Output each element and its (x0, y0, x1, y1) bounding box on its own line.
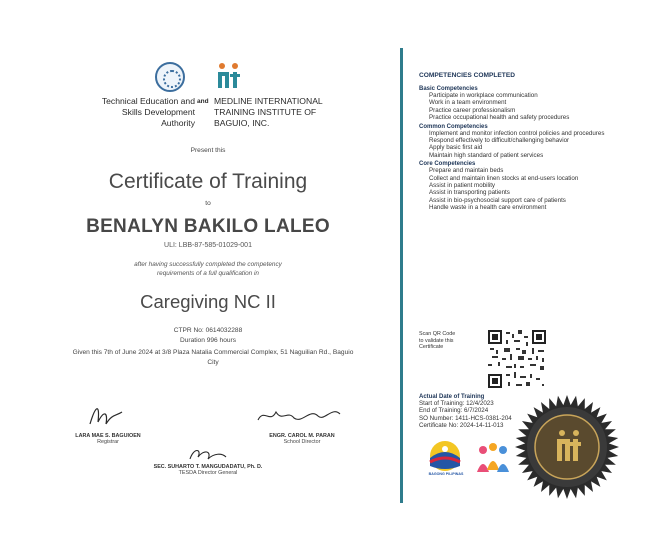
to-label: to (205, 200, 211, 207)
start-of-training: Start of Training: 12/4/2023 (419, 400, 494, 407)
signatory-director (252, 433, 352, 445)
certificate-front-page (58, 40, 393, 495)
ctpr-block (58, 326, 358, 345)
list-item: Assist in transporting patients (429, 189, 510, 197)
qr-code-icon[interactable] (488, 330, 546, 388)
bagong-pilipinas-logo-icon (427, 440, 463, 472)
certificate-title: Certificate of Training (108, 170, 308, 193)
registrar-role: Registrar (97, 439, 119, 445)
uli-number: ULI: LBB-87-585-01029-001 (164, 242, 252, 249)
signature-dg-icon (186, 445, 230, 465)
duration: Duration 996 hours (179, 336, 237, 344)
medline-logo-icon (214, 62, 244, 92)
list-item: Maintain high standard of patient services (429, 151, 544, 159)
list-item: Practice career professionalism (429, 106, 516, 114)
list-item: Assist in patient mobility (429, 182, 496, 190)
list-item: Collect and maintain linen stocks at end-users location (429, 174, 579, 182)
so-number: SO Number: 1411-HCS-0381-204 (419, 414, 512, 422)
section-core-items (419, 167, 615, 211)
director-role: School Director (283, 439, 321, 445)
present-label: Present this (190, 147, 226, 154)
qr-instructions: Scan QR Code to validate this Certificate (419, 331, 456, 351)
registrar-name: LARA MAE S. BAGUIOEN (75, 433, 141, 439)
list-item: Handle waste in a health care environment (429, 204, 547, 212)
list-item: Prepare and maintain beds (429, 167, 504, 175)
list-item: Work in a team environment (429, 99, 507, 107)
intro-text: after having successfully completed the competency requirements of a full qualification in (134, 261, 282, 277)
gold-seal-icon (513, 393, 621, 501)
end-of-training: End of Training: 6/7/2024 (419, 407, 489, 415)
section-common-title: Common Competencies (419, 123, 488, 130)
competency-list (419, 86, 615, 212)
tesda-seal-icon (155, 62, 185, 92)
list-item: Assist in bio-psychosocial support care of patients (429, 196, 566, 204)
certificate-back-page (400, 48, 618, 503)
signatory-dg (133, 464, 283, 476)
recipient-name: BENALYN BAKILO LALEO (86, 216, 330, 237)
signature-registrar-icon (86, 402, 126, 430)
list-item: Apply basic first aid (429, 144, 483, 152)
bagong-pilipinas-label: BAGONG PILIPINAS (428, 472, 464, 476)
actual-date-heading: Actual Date of Training (419, 394, 485, 400)
dg-name: SEC. SUHARTO T. MANGUDADATU, Ph. D. (153, 464, 263, 470)
competencies-heading: COMPETENCIES COMPLETED (419, 72, 515, 79)
list-item: Implement and monitor infection control policies and procedures (429, 129, 605, 137)
people-logo-icon (473, 442, 513, 476)
medline-name: MEDLINE INTERNATIONAL TRAINING INSTITUTE OF BAGUIO, INC. (214, 96, 323, 128)
list-item: Respond effectively to difficult/challenging behavior (429, 137, 570, 145)
tesda-name: Technical Education and Skills Development Authority (101, 96, 195, 128)
signature-director-icon (254, 402, 344, 430)
list-item: Practice occupational health and safety procedures (429, 114, 570, 122)
signatory-registrar (58, 433, 158, 445)
section-common-items (419, 130, 615, 160)
given-statement: Given this 7th of June 2024 at 3/8 Plaza Natalia Commercial Complex, 51 Naguilian Rd., Baguio City (72, 349, 354, 366)
dg-role: TESDA Director General (178, 470, 238, 476)
section-basic-title: Basic Competencies (419, 86, 478, 92)
qualification-title: Caregiving NC II (140, 291, 276, 312)
and-label: and (197, 98, 209, 105)
section-basic-items (419, 92, 615, 122)
ctpr-number: CTPR No: 0614032288 (173, 327, 243, 334)
list-item: Participate in workplace communication (429, 92, 538, 99)
director-name: ENGR. CAROL M. PARAN (269, 433, 335, 439)
certificate-number: Certificate No: 2024-14-11-013 (419, 422, 504, 430)
section-core-title: Core Competencies (419, 161, 476, 168)
